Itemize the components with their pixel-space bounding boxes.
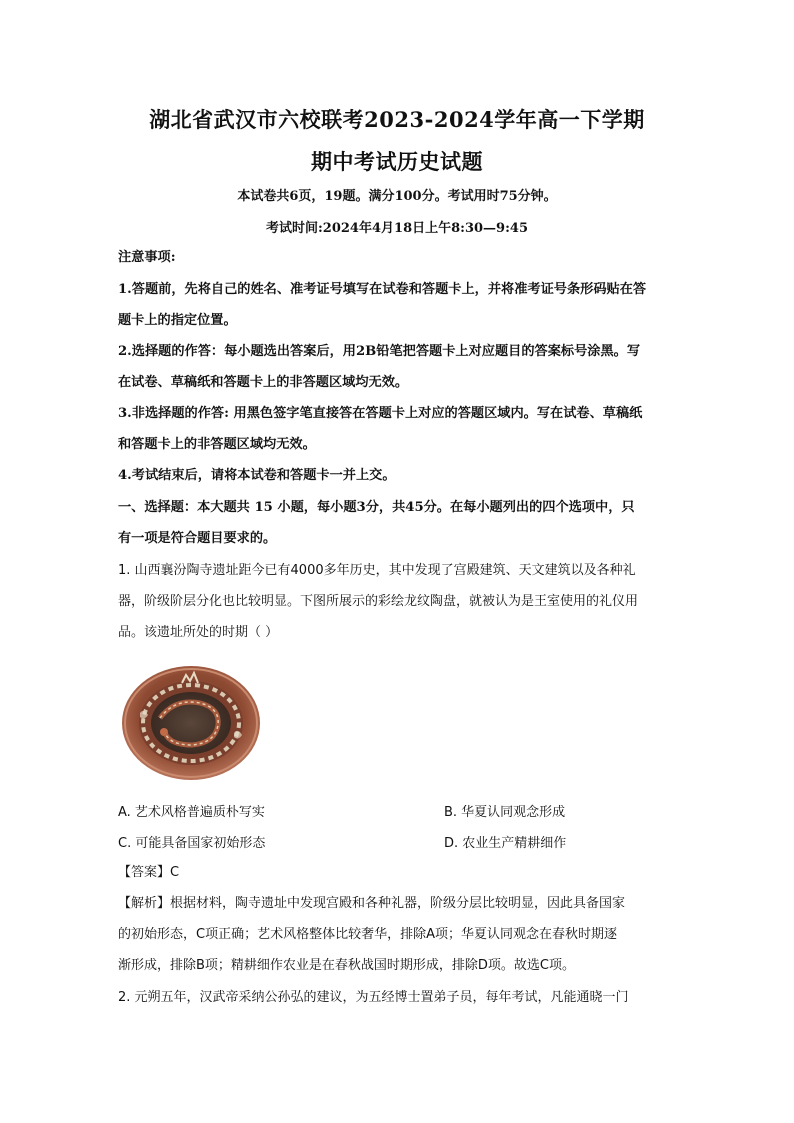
notice-item-3: 3.非选择题的作答: 用黑色签字笔直接答在答题卡上对应的答题区域内。写在试卷、草稿纸 [118, 406, 643, 421]
answer-line: 【答案】C [118, 865, 180, 880]
analysis-line-2: 的初始形态，C项正确；艺术风格整体比较奢华，排除A项；华夏认同观念在春秋时期逐 [118, 927, 617, 942]
exam-title-line2: 期中考试历史试题 [311, 149, 483, 174]
question-1-stem: 1. 山西襄汾陶寺遗址距今已有4000多年历史，其中发现了宫殿建筑、天文建筑以及各种礼 [118, 563, 636, 578]
dragon-pottery-plate-image [120, 663, 262, 781]
notice-heading: 注意事项: [118, 250, 176, 265]
question-1-stem-cont: 器，阶级阶层分化也比较明显。下图所展示的彩绘龙纹陶盘，就被认为是王室使用的礼仪用 [118, 594, 639, 609]
question-2-stem: 2. 元朔五年，汉武帝采纳公孙弘的建议，为五经博士置弟子员，每年考试，凡能通晓一门 [118, 990, 629, 1005]
exam-title-line1: 湖北省武汉市六校联考2023-2024学年高一下学期 [149, 107, 645, 132]
notice-item-1: 1.答题前，先将自己的姓名、准考证号填写在试卷和答题卡上，并将准考证号条形码贴在答 [118, 282, 647, 297]
notice-item-4: 4.考试结束后，请将本试卷和答题卡一并上交。 [118, 468, 396, 483]
analysis-line-1: 【解析】根据材料，陶寺遗址中发现宫殿和各种礼器，阶级分层比较明显，因此具备国家 [118, 896, 626, 911]
question-1-stem-end: 品。该遗址所处的时期（ ） [118, 625, 279, 640]
notice-item-3-cont: 和答题卡上的非答题区域均无效。 [118, 437, 316, 452]
section-heading: 一、选择题：本大题共 15 小题，每小题3分，共45分。在每小题列出的四个选项中，只 [118, 500, 635, 515]
option-a: A. 艺术风格普遍质朴写实 [118, 805, 265, 820]
notice-item-2: 2.选择题的作答：每小题选出答案后，用2B铅笔把答题卡上对应题目的答案标号涂黑。写 [118, 344, 641, 359]
notice-item-2-cont: 在试卷、草稿纸和答题卡上的非答题区域均无效。 [118, 375, 409, 390]
option-d: D. 农业生产精耕细作 [444, 836, 567, 851]
exam-info: 本试卷共6页，19题。满分100分。考试用时75分钟。 [237, 189, 557, 204]
option-b: B. 华夏认同观念形成 [444, 805, 566, 820]
exam-time: 考试时间:2024年4月18日上午8:30—9:45 [266, 221, 528, 236]
analysis-line-3: 渐形成，排除B项；精耕细作农业是在春秋战国时期形成，排除D项。故选C项。 [118, 958, 576, 973]
option-c: C. 可能具备国家初始形态 [118, 836, 266, 851]
notice-item-1-cont: 题卡上的指定位置。 [118, 313, 237, 328]
section-heading-cont: 有一项是符合题目要求的。 [118, 531, 277, 546]
